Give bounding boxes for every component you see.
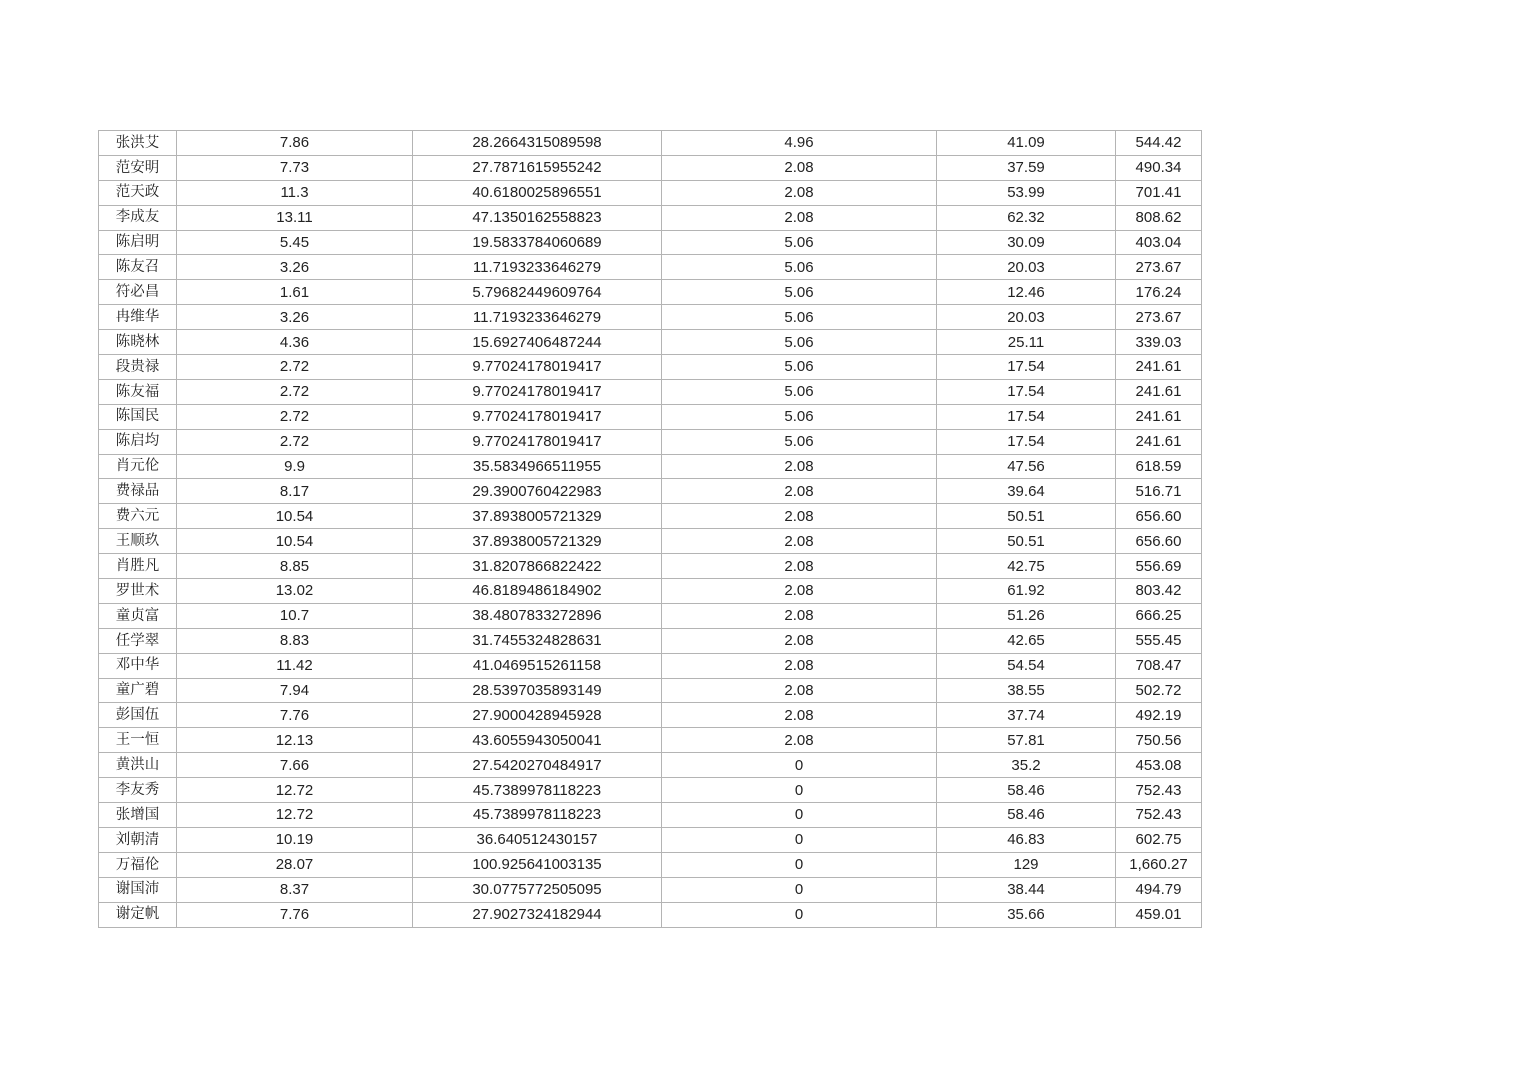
table-row: [99, 454, 1202, 479]
name-cell: 王一恒: [99, 728, 177, 753]
total-cell: 602.75: [1116, 827, 1202, 852]
table-row: [99, 753, 1202, 778]
value-cell-3: 2.08: [662, 479, 937, 504]
value-cell-2: 19.5833784060689: [413, 230, 662, 255]
value-cell-3: 2.08: [662, 180, 937, 205]
name-cell: 符必昌: [99, 280, 177, 305]
name-cell: 陈晓林: [99, 330, 177, 355]
value-cell-1: 2.72: [177, 355, 413, 380]
value-cell-2: 27.7871615955242: [413, 155, 662, 180]
total-cell: 502.72: [1116, 678, 1202, 703]
value-cell-4: 58.46: [937, 778, 1116, 803]
value-cell-2: 11.7193233646279: [413, 305, 662, 330]
table-row: [99, 852, 1202, 877]
name-cell: 肖元伦: [99, 454, 177, 479]
value-cell-3: 2.08: [662, 155, 937, 180]
value-cell-1: 12.72: [177, 778, 413, 803]
total-cell: 750.56: [1116, 728, 1202, 753]
value-cell-4: 37.59: [937, 155, 1116, 180]
total-cell: 556.69: [1116, 554, 1202, 579]
total-cell: 701.41: [1116, 180, 1202, 205]
value-cell-1: 7.73: [177, 155, 413, 180]
value-cell-2: 15.6927406487244: [413, 330, 662, 355]
value-cell-1: 2.72: [177, 429, 413, 454]
table-row: [99, 554, 1202, 579]
table-row: [99, 155, 1202, 180]
table-row: [99, 280, 1202, 305]
value-cell-3: 0: [662, 877, 937, 902]
value-cell-3: 2.08: [662, 205, 937, 230]
value-cell-4: 39.64: [937, 479, 1116, 504]
value-cell-2: 45.7389978118223: [413, 803, 662, 828]
value-cell-2: 27.9027324182944: [413, 902, 662, 927]
value-cell-4: 20.03: [937, 305, 1116, 330]
value-cell-2: 41.0469515261158: [413, 653, 662, 678]
value-cell-4: 62.32: [937, 205, 1116, 230]
value-cell-3: 5.06: [662, 330, 937, 355]
value-cell-2: 100.925641003135: [413, 852, 662, 877]
value-cell-3: 2.08: [662, 703, 937, 728]
value-cell-2: 27.5420270484917: [413, 753, 662, 778]
total-cell: 241.61: [1116, 404, 1202, 429]
value-cell-2: 28.5397035893149: [413, 678, 662, 703]
value-cell-3: 4.96: [662, 131, 937, 156]
table-row: [99, 305, 1202, 330]
table-row: [99, 180, 1202, 205]
value-cell-4: 61.92: [937, 579, 1116, 604]
name-cell: 李成友: [99, 205, 177, 230]
value-cell-3: 5.06: [662, 355, 937, 380]
name-cell: 刘朝清: [99, 827, 177, 852]
table-row: [99, 504, 1202, 529]
total-cell: 656.60: [1116, 504, 1202, 529]
table-row: [99, 230, 1202, 255]
total-cell: 1,660.27: [1116, 852, 1202, 877]
value-cell-4: 53.99: [937, 180, 1116, 205]
value-cell-1: 7.94: [177, 678, 413, 703]
total-cell: 555.45: [1116, 628, 1202, 653]
value-cell-1: 7.76: [177, 902, 413, 927]
value-cell-2: 46.8189486184902: [413, 579, 662, 604]
table-row: [99, 827, 1202, 852]
value-cell-2: 31.7455324828631: [413, 628, 662, 653]
value-cell-4: 30.09: [937, 230, 1116, 255]
name-cell: 张增国: [99, 803, 177, 828]
name-cell: 谢国沛: [99, 877, 177, 902]
total-cell: 708.47: [1116, 653, 1202, 678]
value-cell-1: 8.85: [177, 554, 413, 579]
value-cell-1: 28.07: [177, 852, 413, 877]
total-cell: 490.34: [1116, 155, 1202, 180]
name-cell: 王顺玖: [99, 529, 177, 554]
table-row: [99, 205, 1202, 230]
value-cell-4: 38.44: [937, 877, 1116, 902]
table-row: [99, 529, 1202, 554]
total-cell: 339.03: [1116, 330, 1202, 355]
value-cell-3: 2.08: [662, 504, 937, 529]
value-cell-3: 2.08: [662, 554, 937, 579]
value-cell-3: 0: [662, 852, 937, 877]
value-cell-2: 31.8207866822422: [413, 554, 662, 579]
value-cell-1: 9.9: [177, 454, 413, 479]
value-cell-4: 17.54: [937, 379, 1116, 404]
name-cell: 范安明: [99, 155, 177, 180]
table-row: [99, 255, 1202, 280]
value-cell-4: 38.55: [937, 678, 1116, 703]
value-cell-1: 10.7: [177, 603, 413, 628]
value-cell-4: 54.54: [937, 653, 1116, 678]
name-cell: 段贵禄: [99, 355, 177, 380]
value-cell-1: 13.02: [177, 579, 413, 604]
name-cell: 彭国伍: [99, 703, 177, 728]
name-cell: 邓中华: [99, 653, 177, 678]
value-cell-3: 5.06: [662, 404, 937, 429]
value-cell-3: 5.06: [662, 379, 937, 404]
name-cell: 黄洪山: [99, 753, 177, 778]
value-cell-2: 30.0775772505095: [413, 877, 662, 902]
value-cell-3: 0: [662, 753, 937, 778]
value-cell-4: 50.51: [937, 529, 1116, 554]
value-cell-4: 35.2: [937, 753, 1116, 778]
value-cell-2: 45.7389978118223: [413, 778, 662, 803]
value-cell-4: 129: [937, 852, 1116, 877]
value-cell-3: 2.08: [662, 653, 937, 678]
value-cell-4: 25.11: [937, 330, 1116, 355]
name-cell: 冉维华: [99, 305, 177, 330]
value-cell-3: 2.08: [662, 603, 937, 628]
value-cell-4: 51.26: [937, 603, 1116, 628]
table-row: [99, 678, 1202, 703]
value-cell-2: 37.8938005721329: [413, 529, 662, 554]
name-cell: 费禄品: [99, 479, 177, 504]
value-cell-1: 12.72: [177, 803, 413, 828]
total-cell: 459.01: [1116, 902, 1202, 927]
value-cell-2: 9.77024178019417: [413, 429, 662, 454]
value-cell-1: 8.37: [177, 877, 413, 902]
value-cell-4: 42.75: [937, 554, 1116, 579]
value-cell-4: 46.83: [937, 827, 1116, 852]
table-row: [99, 628, 1202, 653]
name-cell: 罗世术: [99, 579, 177, 604]
value-cell-3: 5.06: [662, 230, 937, 255]
total-cell: 752.43: [1116, 803, 1202, 828]
value-cell-4: 58.46: [937, 803, 1116, 828]
value-cell-2: 37.8938005721329: [413, 504, 662, 529]
value-cell-3: 0: [662, 778, 937, 803]
value-cell-1: 10.54: [177, 529, 413, 554]
table-row: [99, 131, 1202, 156]
table-body: [99, 131, 1202, 928]
name-cell: 张洪艾: [99, 131, 177, 156]
value-cell-1: 2.72: [177, 404, 413, 429]
name-cell: 谢定帆: [99, 902, 177, 927]
value-cell-3: 5.06: [662, 280, 937, 305]
value-cell-2: 35.5834966511955: [413, 454, 662, 479]
table-row: [99, 902, 1202, 927]
value-cell-2: 9.77024178019417: [413, 355, 662, 380]
value-cell-2: 11.7193233646279: [413, 255, 662, 280]
value-cell-4: 57.81: [937, 728, 1116, 753]
value-cell-1: 5.45: [177, 230, 413, 255]
value-cell-4: 35.66: [937, 902, 1116, 927]
value-cell-3: 2.08: [662, 529, 937, 554]
value-cell-1: 7.66: [177, 753, 413, 778]
table-row: [99, 778, 1202, 803]
total-cell: 453.08: [1116, 753, 1202, 778]
value-cell-4: 17.54: [937, 404, 1116, 429]
value-cell-2: 29.3900760422983: [413, 479, 662, 504]
value-cell-4: 47.56: [937, 454, 1116, 479]
value-cell-1: 3.26: [177, 305, 413, 330]
value-cell-4: 37.74: [937, 703, 1116, 728]
total-cell: 808.62: [1116, 205, 1202, 230]
table-row: [99, 653, 1202, 678]
value-cell-3: 5.06: [662, 305, 937, 330]
value-cell-1: 2.72: [177, 379, 413, 404]
value-cell-1: 11.42: [177, 653, 413, 678]
table-row: [99, 877, 1202, 902]
value-cell-1: 12.13: [177, 728, 413, 753]
total-cell: 516.71: [1116, 479, 1202, 504]
table-row: [99, 404, 1202, 429]
value-cell-1: 11.3: [177, 180, 413, 205]
name-cell: 范天政: [99, 180, 177, 205]
value-cell-2: 5.79682449609764: [413, 280, 662, 305]
value-cell-1: 13.11: [177, 205, 413, 230]
value-cell-1: 10.54: [177, 504, 413, 529]
value-cell-3: 0: [662, 902, 937, 927]
name-cell: 陈友召: [99, 255, 177, 280]
name-cell: 童贞富: [99, 603, 177, 628]
name-cell: 李友秀: [99, 778, 177, 803]
name-cell: 陈国民: [99, 404, 177, 429]
name-cell: 肖胜凡: [99, 554, 177, 579]
total-cell: 176.24: [1116, 280, 1202, 305]
table-row: [99, 579, 1202, 604]
value-cell-1: 1.61: [177, 280, 413, 305]
value-cell-3: 5.06: [662, 255, 937, 280]
total-cell: 666.25: [1116, 603, 1202, 628]
data-table: [98, 130, 1202, 928]
value-cell-2: 36.640512430157: [413, 827, 662, 852]
table-row: [99, 603, 1202, 628]
value-cell-3: 0: [662, 803, 937, 828]
name-cell: 任学翠: [99, 628, 177, 653]
value-cell-3: 5.06: [662, 429, 937, 454]
value-cell-3: 2.08: [662, 628, 937, 653]
value-cell-1: 7.76: [177, 703, 413, 728]
value-cell-4: 12.46: [937, 280, 1116, 305]
value-cell-2: 43.6055943050041: [413, 728, 662, 753]
value-cell-2: 9.77024178019417: [413, 379, 662, 404]
table-row: [99, 429, 1202, 454]
value-cell-2: 47.1350162558823: [413, 205, 662, 230]
value-cell-2: 28.2664315089598: [413, 131, 662, 156]
value-cell-3: 2.08: [662, 579, 937, 604]
total-cell: 241.61: [1116, 355, 1202, 380]
value-cell-2: 38.4807833272896: [413, 603, 662, 628]
total-cell: 618.59: [1116, 454, 1202, 479]
value-cell-3: 2.08: [662, 678, 937, 703]
total-cell: 273.67: [1116, 255, 1202, 280]
total-cell: 241.61: [1116, 429, 1202, 454]
table-row: [99, 703, 1202, 728]
name-cell: 童广碧: [99, 678, 177, 703]
table-row: [99, 479, 1202, 504]
total-cell: 544.42: [1116, 131, 1202, 156]
value-cell-3: 2.08: [662, 728, 937, 753]
table-row: [99, 330, 1202, 355]
value-cell-4: 50.51: [937, 504, 1116, 529]
value-cell-2: 40.6180025896551: [413, 180, 662, 205]
total-cell: 656.60: [1116, 529, 1202, 554]
value-cell-1: 7.86: [177, 131, 413, 156]
value-cell-4: 17.54: [937, 429, 1116, 454]
value-cell-4: 17.54: [937, 355, 1116, 380]
value-cell-4: 41.09: [937, 131, 1116, 156]
table-row: [99, 355, 1202, 380]
table-row: [99, 728, 1202, 753]
total-cell: 752.43: [1116, 778, 1202, 803]
value-cell-1: 8.83: [177, 628, 413, 653]
value-cell-1: 8.17: [177, 479, 413, 504]
name-cell: 陈启明: [99, 230, 177, 255]
total-cell: 403.04: [1116, 230, 1202, 255]
total-cell: 273.67: [1116, 305, 1202, 330]
name-cell: 陈友福: [99, 379, 177, 404]
table-row: [99, 379, 1202, 404]
name-cell: 万福伦: [99, 852, 177, 877]
total-cell: 494.79: [1116, 877, 1202, 902]
total-cell: 241.61: [1116, 379, 1202, 404]
name-cell: 费六元: [99, 504, 177, 529]
total-cell: 492.19: [1116, 703, 1202, 728]
value-cell-1: 4.36: [177, 330, 413, 355]
value-cell-3: 0: [662, 827, 937, 852]
value-cell-4: 42.65: [937, 628, 1116, 653]
value-cell-3: 2.08: [662, 454, 937, 479]
value-cell-2: 9.77024178019417: [413, 404, 662, 429]
value-cell-4: 20.03: [937, 255, 1116, 280]
value-cell-1: 3.26: [177, 255, 413, 280]
name-cell: 陈启均: [99, 429, 177, 454]
table-row: [99, 803, 1202, 828]
value-cell-1: 10.19: [177, 827, 413, 852]
value-cell-2: 27.9000428945928: [413, 703, 662, 728]
total-cell: 803.42: [1116, 579, 1202, 604]
